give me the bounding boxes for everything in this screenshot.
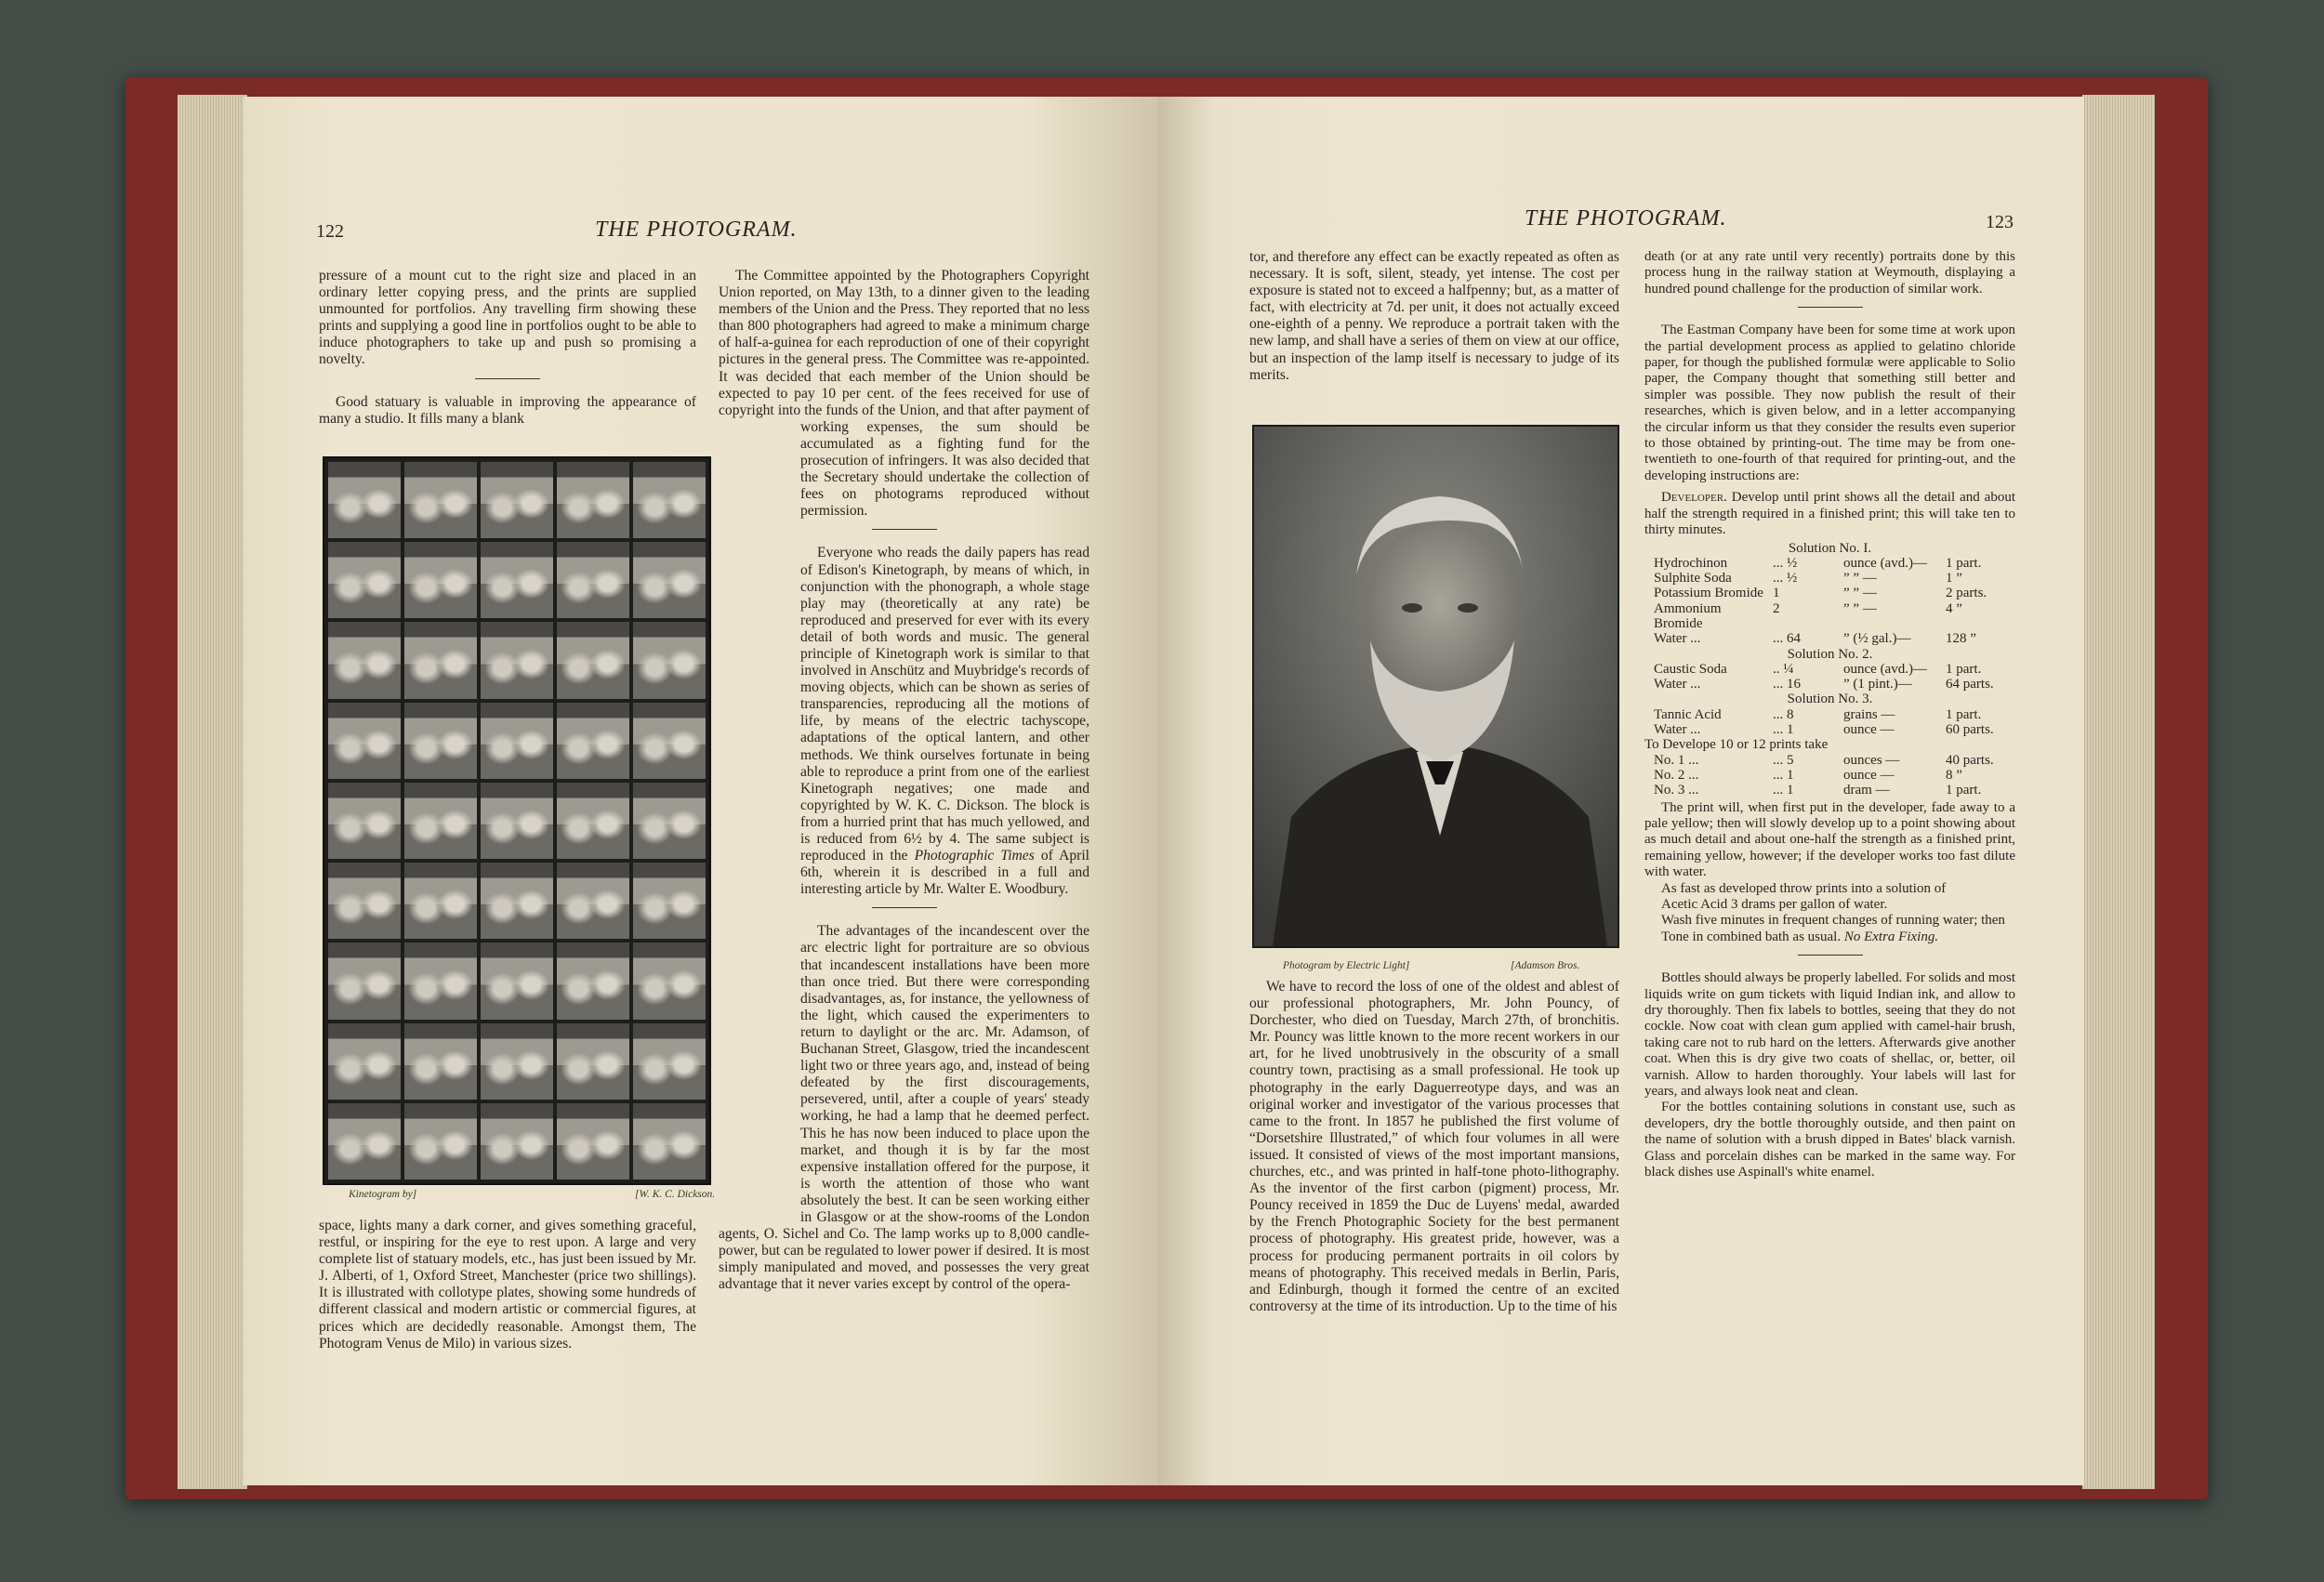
formula-cell: ” (½ gal.)— — [1843, 631, 1911, 647]
film-frame — [328, 863, 401, 939]
formula-cell: ... 16 — [1773, 677, 1801, 692]
film-frame — [328, 1023, 401, 1100]
formula-cell: ” ” — — [1843, 571, 1877, 587]
film-frame — [328, 703, 401, 779]
film-frame — [328, 783, 401, 859]
paragraph: pressure of a mount cut to the right size and placed in an ordinary letter copying press, and the prints are supplied unmounted for portfolios. Any travelling firm showing these prints and supplying a good line in portfolios ought to be able to induce photographers to take up and push so promising a novelty. — [319, 268, 696, 368]
formula-cell: ” ” — — [1843, 600, 1877, 616]
paragraph: As fast as developed throw prints into a solution of — [1661, 880, 1947, 896]
section-divider — [1798, 955, 1863, 956]
paragraph-bottles: Bottles should always be properly labelled. For solids and most liquids write on gum tickets with liquid Indian ink, and allow to dry thoroughly. Then fix labels to bottles, seeing that they do not cockle. Now coat with clean gum applied with camel-hair brush, taking care not to rub hard on the letters. Afterwards give another coat. When this is dry give two coats of shellac, or, better, oil varnish. Allow to harden thoroughly. Your labels will last for years, and always look neat and clean. — [1644, 970, 2015, 1100]
film-frame — [404, 462, 477, 538]
formula-cell: ... 8 — [1773, 706, 1794, 722]
section-divider — [1798, 307, 1863, 308]
film-frame — [557, 542, 629, 618]
paragraph-committee: The Committee appointed by the Photographers Copyright Union reported, on May 13th, to a dinner given to the leading members of the Union and the Press. They reported that no less than 800 photographers had agreed to make a minimum charge of half-a-guinea for each reproduction of one of their copyright pictures in the general press. The Committee was re-appointed. It was decided that each member of the Union should be expected to pay 10 per cent. of the fees received for use of copyright into the funds of the Union, and that after payment of working expenses, the sum should be accumulated as a fighting fund for the prosecution of infringers. It was also decided that the Secretary should undertake the collection of fees on photograms reproduced without permission. — [719, 268, 1089, 520]
formula-cell: ... 1 — [1773, 783, 1794, 798]
film-frame — [557, 622, 629, 698]
formula-cell: ounce — — [1843, 767, 1895, 783]
film-frame — [481, 863, 553, 939]
paragraph: Acetic Acid 3 drams per gallon of water. — [1661, 896, 1888, 912]
film-frame — [633, 703, 706, 779]
film-frame — [557, 1023, 629, 1100]
film-frame — [328, 943, 401, 1019]
right-column-1-top — [1249, 249, 1619, 384]
formula-cell: 1 part. — [1946, 706, 1982, 722]
film-frame — [404, 1103, 477, 1180]
formula-cell: 1 part. — [1946, 783, 1982, 798]
formula-row — [1644, 707, 2015, 722]
formula-cell: .. ¼ — [1773, 661, 1794, 677]
formula-cell: dram — — [1843, 783, 1890, 798]
formula-row — [1644, 571, 2015, 586]
film-frame — [328, 542, 401, 618]
formula-cell: 1 ” — [1946, 571, 1962, 587]
solution-title: Solution No. 3. — [1787, 692, 1873, 707]
formula-cell: 64 parts. — [1946, 677, 1994, 692]
formula-row — [1644, 783, 2015, 798]
formula-cell: 1 part. — [1946, 555, 1982, 571]
formula-cell: ” (1 pint.)— — [1843, 677, 1912, 692]
paragraph: Wash five minutes in frequent changes of running water; then — [1661, 913, 2005, 929]
film-frame — [328, 1103, 401, 1180]
paragraph-bottles-2: For the bottles containing solutions in constant use, such as developers, dry the bottle thoroughly outside, and then paint on the name of solution with a brush dipped in Bates' black varnish. Glass and porcelain dishes can be marked in the same way. For black dishes use Aspinall's white enamel. — [1644, 1100, 2015, 1180]
formula-cell: 1 — [1773, 586, 1780, 601]
formula-cell: 1 part. — [1946, 661, 1982, 677]
solution-title: Solution No. 2. — [1787, 646, 1873, 662]
left-column-1-top — [319, 268, 696, 428]
portrait-caption-studio: [Adamson Bros. — [1511, 960, 1580, 971]
film-frame — [557, 462, 629, 538]
formula-cell: ... 5 — [1773, 752, 1794, 768]
film-frame — [404, 783, 477, 859]
formula-cell: No. 2 ... — [1654, 767, 1699, 783]
film-frame — [557, 863, 629, 939]
film-frame — [481, 1023, 553, 1100]
film-frame — [328, 622, 401, 698]
film-frame — [481, 1103, 553, 1180]
formula-row — [1644, 677, 2015, 692]
paragraph-eastman: The Eastman Company have been for some time at work upon the partial development process as applied to gelatino chloride paper, for though the published formulæ were applicable to Solio paper, the Company thought that something still better and simpler was possible. They now publish the result of their researches, which is given below, and in a letter accompanying the circular inform us that they consider the results even superior to those obtained by printing-out. The time may be from one-twentieth to one-fourth of that required for printing-out, and the developing instructions are: — [1644, 323, 2015, 483]
formula-table — [1644, 541, 2015, 798]
page-edges-right — [2082, 95, 2155, 1489]
section-divider — [872, 907, 937, 908]
film-frame — [633, 622, 706, 698]
film-frame — [404, 1023, 477, 1100]
formula-cell: Potassium Bromide — [1654, 586, 1763, 601]
formula-row — [1644, 722, 2015, 737]
formula-cell: 4 ” — [1946, 600, 1962, 616]
film-frame — [557, 703, 629, 779]
paragraph: death (or at any rate until very recently) portraits done by this process hung in the railway station at Weymouth, displaying a hundred pound challenge for the production of similar work. — [1644, 249, 2015, 297]
figure-caption-credit: Kinetogram by] — [349, 1189, 417, 1200]
section-divider — [475, 378, 540, 379]
formula-cell: Caustic Soda — [1654, 661, 1727, 677]
formula-row — [1644, 753, 2015, 768]
formula-row — [1644, 586, 2015, 600]
film-frame — [404, 863, 477, 939]
left-column-1-bottom — [319, 1218, 696, 1352]
paragraph-kinetograph: Everyone who reads the daily papers has read of Edison's Kinetograph, by means of which, in conjunction with the phonograph, a whole stage play may (theoretically at any rate) be reproduced and preserved for ever with its every detail of both words and music. The general principle of Kinetograph work is similar to that involved in Anschütz and Muybridge's records of moving objects, which can be shown as series of transparencies, reproducing all the motions of life, by means of the electric tachyscope, adaptations of the optical lantern, and other methods. We think ourselves fortunate in being able to reproduce a print from one of the earliest Kinetograph negatives; one made and copyrighted by W. K. C. Dickson. The block is from a hurried print that has much yellowed, and is reduced from 6½ by 4. The same subject is reproduced in the Photographic Times of April 6th, wherein it is described in a full and interesting article by Mr. Walter E. Woodbury. — [800, 545, 1089, 898]
film-frame — [633, 542, 706, 618]
left-column-2 — [719, 268, 1089, 1293]
film-frame — [481, 462, 553, 538]
right-column-1-bottom — [1249, 979, 1619, 1315]
formula-cell: Water ... — [1654, 722, 1701, 738]
film-frame — [633, 863, 706, 939]
film-frame — [633, 783, 706, 859]
portrait-caption-credit: Photogram by Electric Light] — [1283, 960, 1410, 971]
formula-row — [1644, 601, 2015, 632]
right-column-2 — [1644, 249, 2015, 1180]
formula-cell: ... ½ — [1773, 571, 1798, 587]
film-frame — [481, 703, 553, 779]
formula-cell: ” ” — — [1843, 586, 1877, 601]
film-frame — [404, 622, 477, 698]
formula-cell: ... 64 — [1773, 631, 1801, 647]
formula-cell: 2 parts. — [1946, 586, 1987, 601]
portrait-photograph — [1252, 425, 1619, 948]
paragraph-advantages: The advantages of the incandescent over the arc electric light for portraiture are so obvious that incandescent installations have been more than once tried. But there were corresponding disadvantages, as, for instance, the yellowness of the light, which caused the experimenters to return to daylight or the arc. Mr. Adamson, of Buchanan Street, Glasgow, tried the incandescent light two or three years ago, and, instead of being defeated by the first discouragements, persevered, until, after a couple of years' steady working, he had a lamp that he deemed perfect. This he has now been induced to place upon the market, and though it is by far the most expensive installation offered for the purpose, it is worth the attention of those who want absolutely the best. It can be seen working either in Glasgow or at the show-rooms of the London agents, O. Sichel and Co. The lamp works up to 8,000 candle-power, but can be regulated to lower power if desired. It is most simply manipulated and moved, and possesses the very great advantage that it never varies except by control of the opera- — [719, 923, 1089, 1293]
formula-cell: 8 ” — [1946, 767, 1962, 783]
page-number-left: 122 — [316, 221, 344, 242]
formula-cell: 128 ” — [1946, 631, 1976, 647]
formula-cell: ounce — — [1843, 722, 1895, 738]
formula-cell: Water ... — [1654, 677, 1701, 692]
formula-row — [1644, 556, 2015, 571]
paragraph: The print will, when first put in the developer, fade away to a pale yellow; then will slowly develop up to a point showing about as much detail and about one-half the strength as a finished print, remaining yellow, however; if the developer works too fast dilute with water. — [1644, 799, 2015, 880]
formula-cell: ounces — — [1843, 752, 1900, 768]
take-line: To Develope 10 or 12 prints take — [1644, 737, 1829, 753]
kinetograph-figure — [323, 456, 711, 1185]
film-frame — [633, 462, 706, 538]
film-frame — [481, 542, 553, 618]
formula-cell: Sulphite Soda — [1654, 571, 1732, 587]
figure-caption-author: [W. K. C. Dickson. — [635, 1189, 716, 1200]
formula-cell: ounce (avd.)— — [1843, 555, 1927, 571]
formula-cell: No. 1 ... — [1654, 752, 1699, 768]
formula-row — [1644, 662, 2015, 677]
portrait-image — [1254, 427, 1618, 946]
formula-cell: Hydrochinon — [1654, 555, 1728, 571]
paragraph: Good statuary is valuable in improving the appearance of many a studio. It fills many a blank — [319, 393, 696, 427]
film-frame — [328, 462, 401, 538]
film-frame — [481, 622, 553, 698]
paragraph: space, lights many a dark corner, and gives something graceful, restful, or inspiring for the eye to rest upon. A large and very complete list of statuary models, etc., has just been issued by Mr. J. Alberti, of 1, Oxford Street, Manchester (price two shillings). It is illustrated with collotype plates, showing some hundreds of different classical and modern artistic or commercial figures, at prices which are decidedly reasonable. Amongst them, The Photogram Venus de Milo) in various sizes. — [319, 1218, 696, 1351]
formula-cell: Tannic Acid — [1654, 706, 1722, 722]
formula-cell: ... 1 — [1773, 767, 1794, 783]
formula-row — [1644, 631, 2015, 646]
formula-cell: ... 1 — [1773, 722, 1794, 738]
solution-title: Solution No. I. — [1788, 540, 1872, 556]
section-divider — [872, 529, 937, 530]
formula-cell: Water ... — [1654, 631, 1701, 647]
running-head-right: THE PHOTOGRAM. — [1525, 206, 1727, 231]
film-frame — [404, 542, 477, 618]
film-frame — [557, 783, 629, 859]
film-frame — [633, 943, 706, 1019]
page-edges-left — [178, 95, 247, 1489]
formula-cell: 2 — [1773, 600, 1780, 616]
formula-cell: Ammonium Bromide — [1654, 600, 1722, 631]
formula-cell: ounce (avd.)— — [1843, 661, 1927, 677]
formula-cell: 60 parts. — [1946, 722, 1994, 738]
formula-cell: grains — — [1843, 706, 1895, 722]
film-frame — [633, 1023, 706, 1100]
formula-row — [1644, 768, 2015, 783]
film-frame — [404, 703, 477, 779]
page-number-right: 123 — [1986, 212, 2014, 232]
film-frame — [481, 943, 553, 1019]
film-frame — [404, 943, 477, 1019]
paragraph-obituary: We have to record the loss of one of the oldest and ablest of our professional photographers, Mr. John Pouncy, of Dorchester, who died on Tuesday, March 27th, of bronchitis. Mr. Pouncy was little known to the more recent workers in our art, for he lived unobtrusively in the obscurity of a small country town, practising as a small professional. He took up photography in the early Daguerreotype days, and was an original worker and investigator of the various processes that came to the front. In 1857 he published the first volume of “Dorsetshire Illustrated,” of which four volumes in all were issued. It consisted of views of the most important mansions, churches, etc., and was printed in half-tone photo-lithography. As the inventor of the first carbon (pigment) process, Mr. Pouncy received in 1859 the Duc de Luyens' medal, awarded by the French Photographic Society for the best permanent process of photography. His greatest pride, however, was a process for producing permanent portraits in oil colors by means of photography. This received medals in Berlin, Paris, and Edinburgh, though it formed the centre of an excited controversy at the time of its introduction. Up to the time of his — [1249, 979, 1619, 1314]
film-frame — [481, 783, 553, 859]
paragraph: tor, and therefore any effect can be exactly repeated as often as necessary. It is soft, silent, steady, yet intense. The cost per exposure is stated not to exceed a halfpenny; but, as a matter of fact, with electricity at 7d. per unit, it does not actually exceed one-eighth of a penny. We reproduce a portrait taken with the new lamp, and shall have a series of them on view at our office, but an inspection of the lamp itself is necessary to judge of its merits. — [1249, 249, 1619, 383]
formula-cell: No. 3 ... — [1654, 783, 1699, 798]
film-frame — [633, 1103, 706, 1180]
paragraph-developer: Developer. Develop until print shows all the detail and about half the strength required in a finished print; this will take ten to thirty minutes. — [1644, 490, 2015, 538]
film-frame — [557, 1103, 629, 1180]
formula-cell: ... ½ — [1773, 555, 1798, 571]
paragraph: Tone in combined bath as usual. No Extra Fixing. — [1661, 929, 1939, 944]
film-frame — [557, 943, 629, 1019]
running-head-left: THE PHOTOGRAM. — [595, 218, 798, 242]
formula-cell: 40 parts. — [1946, 752, 1994, 768]
